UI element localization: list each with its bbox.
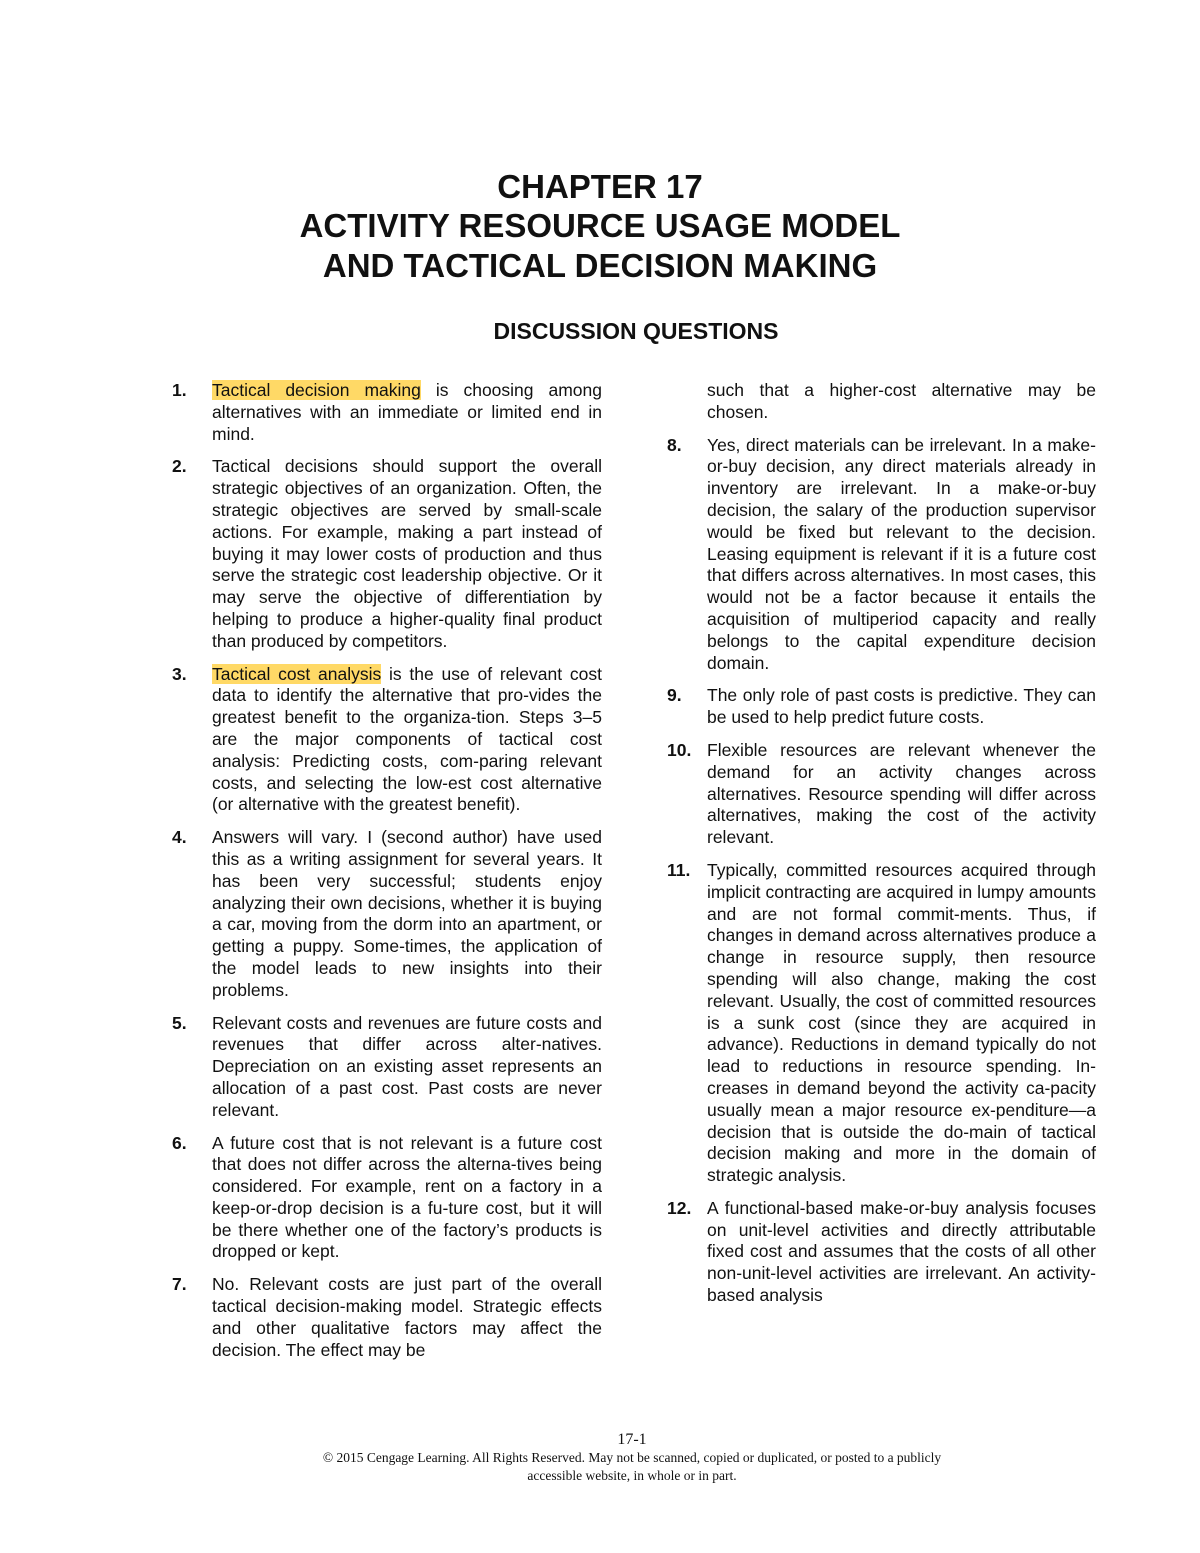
copyright-notice-line-1: © 2015 Cengage Learning. All Rights Reserved. May not be scanned, copied or duplicated, or posted to a publicly — [322, 1450, 942, 1465]
section-title: DISCUSSION QUESTIONS — [493, 318, 779, 344]
question-text: Typically, committed resources acquired through implicit contracting are acquired in lumpy amounts and are not formal commit-ments. Thus, if changes in demand across alternatives produce a change in resource supply, then resource spending will also change, making the cost relevant. Usually, the cost of committed resources is a sunk cost (since they are acquired in advance). Reductions in demand typically do not lead to reductions in resource spending. In-creases in demand beyond the activity ca-pacity usually mean a major resource ex-penditure—a decision that is outside the do-main of tactical decision making and more in the domain of strategic analysis. — [707, 859, 1096, 1186]
question-number: 11. — [667, 859, 691, 880]
question-number: 7. — [172, 1274, 187, 1295]
chapter-title-line-1: ACTIVITY RESOURCE USAGE MODEL — [299, 207, 901, 244]
question-3 — [150, 664, 602, 817]
question-text: Answers will vary. I (second author) have used this as a writing assignment for several years. It has been very successful; students enjoy analyzing their own decisions, whether it is buying a car, moving from the dorm into an apartment, or getting a puppy. Some-times, the application of the model leads to new insights into their problems. — [212, 827, 602, 1000]
highlighted-term: Tactical decision making — [212, 380, 421, 400]
question-text: A future cost that is not relevant is a future cost that does not differ across the alterna-tives being considered. For example, rent on a factory in a keep-or-drop decision is a fu-ture cost, but it will be there whether one of the factory’s products is dropped or kept. — [212, 1132, 602, 1262]
question-number: 1. — [172, 380, 187, 400]
question-9 — [645, 685, 1096, 729]
question-11 — [645, 860, 1096, 1187]
question-4 — [150, 827, 602, 1001]
question-12 — [645, 1198, 1096, 1307]
question-text: Relevant costs and revenues are future costs and revenues that differ across alter-natives. Depreciation on an existing asset represents an allocation of a past cost. Past costs are never relevant. — [212, 1012, 602, 1120]
question-2 — [150, 456, 602, 652]
question-number: 2. — [172, 456, 187, 477]
question-number: 9. — [667, 685, 682, 706]
chapter-number: CHAPTER 17 — [497, 168, 703, 205]
highlighted-term: Tactical cost analysis — [212, 663, 382, 684]
question-number: 10. — [667, 739, 692, 760]
right-column — [645, 380, 1096, 1318]
question-text: Flexible resources are relevant whenever the demand for an activity changes across alternatives. Resource spending will differ across alternatives, making the cost of the activity relevant. — [707, 739, 1096, 848]
question-number: 4. — [172, 827, 187, 848]
question-text: A functional-based make-or-buy analysis focuses on unit-level activities and directly attributable fixed cost and assumes that the costs of all other non-unit-level activities are irrelevant. An activity-based analysis — [707, 1197, 1096, 1306]
question-text: Yes, direct materials can be irrelevant. In a make-or-buy decision, any direct materials already in inventory are irrelevant. In a make-or-buy decision, the salary of the production supervisor would be fixed but relevant to the decision. Leasing equipment is relevant if it is a future cost that differs across alternatives. In most cases, this would not be a factor because it entails the acquisition of multiperiod capacity and really belongs to the capital expenditure decision domain. — [707, 434, 1096, 673]
question-7-continued: such that a higher-cost alternative may be chosen. — [707, 380, 1096, 422]
question-text: No. Relevant costs are just part of the overall tactical decision-making model. Strategic effects and other qualitative factors may affect the decision. The effect may be — [212, 1274, 602, 1360]
chapter-title-line-2: AND TACTICAL DECISION MAKING — [322, 247, 878, 284]
question-number: 12. — [667, 1197, 692, 1218]
question-text: Tactical cost analysis is the use of relevant cost data to identify the alternative that pro-vides the greatest benefit to the organiza-tion. Steps 3–5 are the major components of tactical cost analysis: Predicting costs, com-paring relevant costs, and selecting the low-est cost alternative (or alternative with the greatest benefit). — [212, 663, 602, 815]
question-number: 3. — [172, 663, 187, 684]
copyright-notice-line-2: accessible website, in whole or in part. — [527, 1468, 737, 1483]
question-1 — [150, 380, 602, 445]
question-5 — [150, 1013, 602, 1122]
question-text: The only role of past costs is predictive. They can be used to help predict future costs. — [707, 685, 1096, 728]
question-6 — [150, 1133, 602, 1264]
question-7 — [150, 1274, 602, 1361]
question-8 — [645, 435, 1096, 675]
question-text: Tactical decisions should support the overall strategic objectives of an organization. Often, the strategic objectives are served by small-scale actions. For example, making a part instead of buying it may lower costs of production and thus serve the strategic cost leadership objective. Or it may serve the objective of differentiation by helping to produce a higher-quality final product than produced by competitors. — [212, 456, 602, 651]
question-number: 6. — [172, 1132, 187, 1153]
question-10 — [645, 740, 1096, 849]
page-number: 17-1 — [617, 1431, 647, 1448]
question-number: 8. — [667, 434, 682, 455]
question-text: Tactical decision making is choosing among alternatives with an immediate or limited end in mind. — [212, 380, 602, 444]
question-number: 5. — [172, 1012, 187, 1033]
left-column — [150, 380, 602, 1372]
